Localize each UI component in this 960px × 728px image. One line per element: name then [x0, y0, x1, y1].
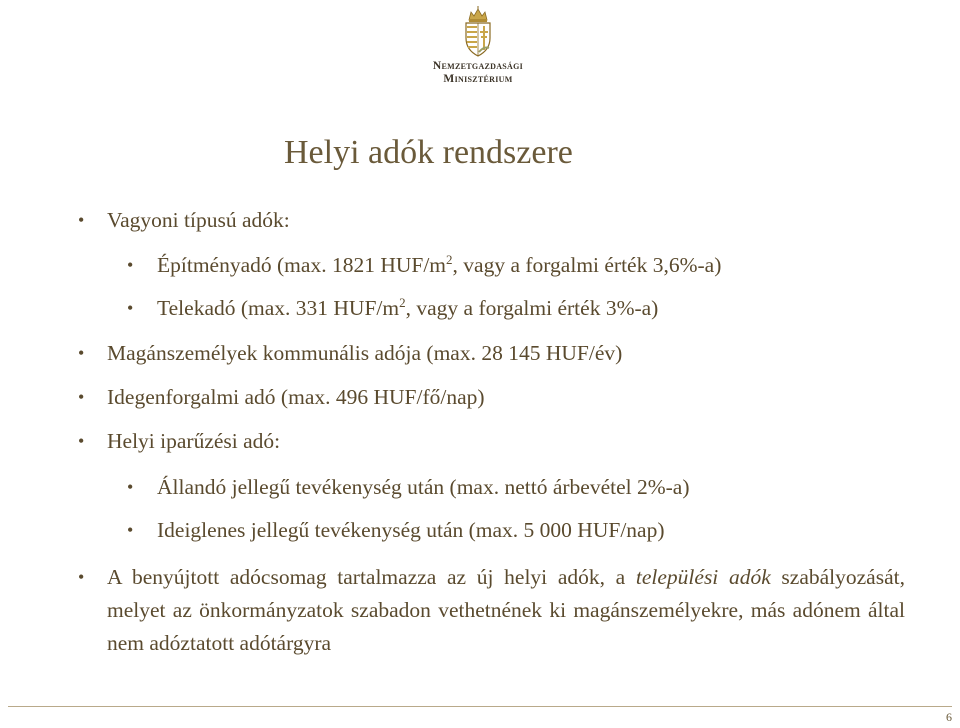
list-item	[127, 517, 665, 543]
footer-divider	[8, 706, 952, 707]
ministry-name-line2: Minisztérium	[443, 73, 513, 85]
list-item-text: Vagyoni típusú adók:	[107, 208, 290, 232]
bullet-icon: •	[78, 567, 85, 587]
list-item-text: , vagy a forgalmi érték 3,6%-a)	[452, 253, 722, 277]
superscript: 2	[399, 295, 406, 310]
list-item-text: Telekadó (max. 331 HUF/m	[157, 296, 400, 320]
list-item	[78, 340, 623, 366]
list-item-text: Építményadó (max. 1821 HUF/m	[157, 253, 447, 277]
page-number: 6	[946, 710, 952, 724]
list-item-text: , vagy a forgalmi érték 3%-a)	[405, 296, 659, 320]
superscript: 2	[446, 252, 453, 267]
paragraph-emphasis: települési adók	[635, 565, 771, 589]
bullet-icon: •	[78, 343, 85, 363]
hungarian-coat-of-arms-icon	[460, 6, 496, 58]
list-item-text: Magánszemélyek kommunális adója (max. 28 145 HUF/év)	[107, 341, 623, 365]
bullet-icon: •	[127, 255, 134, 275]
bullet-icon: •	[127, 477, 134, 497]
list-item-text: Állandó jellegű tevékenység után (max. nettó árbevétel 2%-a)	[157, 475, 690, 499]
paragraph-text: szabályozását, melyet az önkormányzatok szabadon vethetnének ki magánszemélyekre, más adónem által nem adóztatott adótárgyra	[107, 565, 905, 655]
list-item-text: Ideiglenes jellegű tevékenység után (max. 5 000 HUF/nap)	[157, 518, 665, 542]
ministry-name-line1: Nemzetgazdasági	[432, 60, 524, 72]
bullet-icon: •	[78, 210, 85, 230]
bullet-icon: •	[78, 387, 85, 407]
list-item	[78, 207, 290, 233]
ministry-logo	[418, 6, 538, 86]
list-item	[127, 295, 659, 321]
list-item-text: Helyi iparűzési adó:	[107, 429, 281, 453]
bullet-icon: •	[127, 520, 134, 540]
list-item-text: Idegenforgalmi adó (max. 496 HUF/fő/nap)	[107, 385, 485, 409]
list-item	[127, 252, 722, 278]
ministry-name	[418, 60, 538, 86]
summary-paragraph	[78, 561, 905, 660]
list-item	[78, 428, 281, 454]
list-item	[127, 474, 690, 500]
bullet-icon: •	[78, 431, 85, 451]
list-item	[78, 384, 485, 410]
bullet-icon: •	[127, 298, 134, 318]
page-title: Helyi adók rendszere	[284, 134, 573, 171]
paragraph-text: A benyújtott adócsomag tartalmazza az új helyi adók, a	[107, 565, 636, 589]
